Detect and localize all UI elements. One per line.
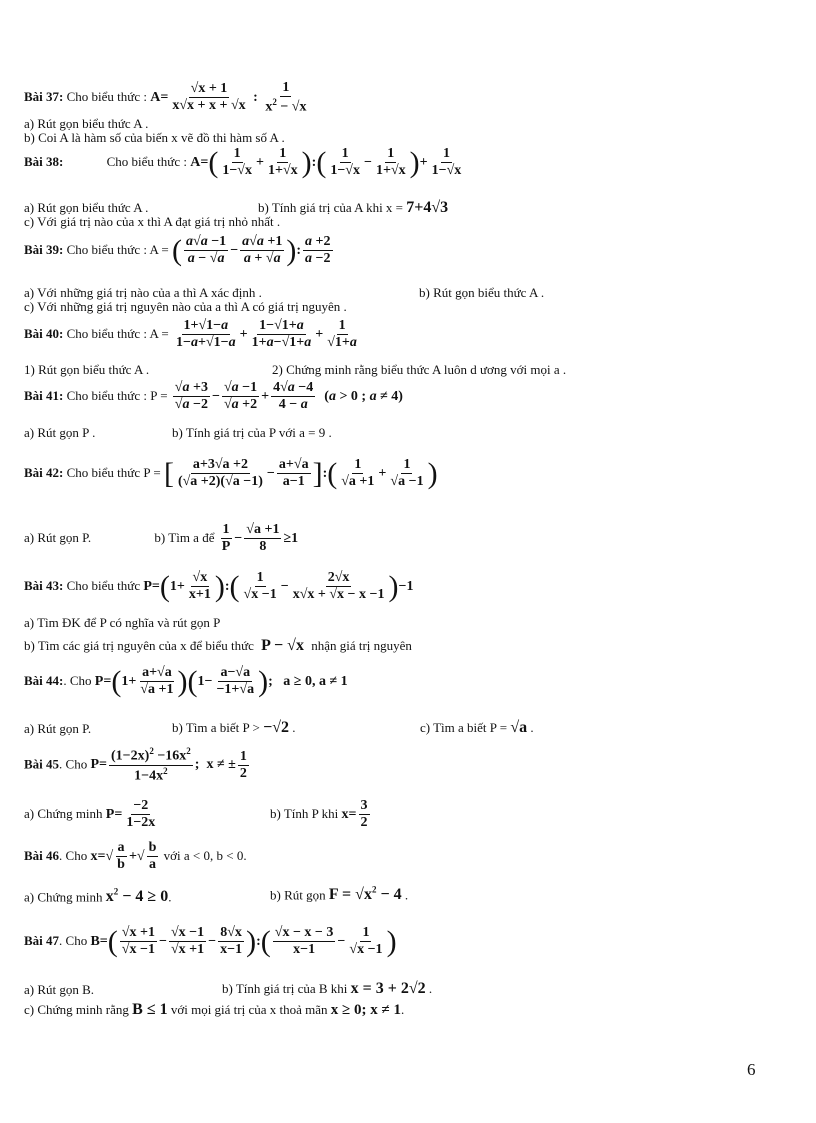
b45-part-b: b) Tính P khi — [270, 805, 339, 821]
b43-part-b2: nhận giá trị nguyên — [311, 638, 412, 653]
b47-part-a: a) Rút gọn B. — [24, 982, 95, 997]
b47-part-b-wrap: b) Tính giá trị của B khi x = 3 + 2√2 . — [222, 980, 433, 997]
b38-part-b-wrap — [258, 199, 448, 217]
b37-part-b: b) Coi A là hàm số của biến x vẽ đồ thi hàm số A . — [24, 130, 285, 145]
b45-part-b-wrap — [270, 798, 372, 831]
b37-part-a: a) Rút gọn biểu thức A . — [24, 116, 149, 131]
b42-part-a-wrap — [24, 522, 298, 555]
b44-part-b: b) Tìm a biết P > — [172, 720, 260, 735]
b41-part-a: a) Rút gọn P . — [24, 425, 96, 440]
b43-expression: P − √x — [257, 637, 308, 654]
b38-x-value: 7+4√3 — [406, 199, 449, 216]
b41-formula: $\frac{√a +3}{√a -2}$ − $\frac{√a -1}{√a +2}$ + $\frac{4√a -4}{4 - a}$ (a > 0 ; a ≠ 4) — [174, 380, 403, 413]
b47-title: Bài 47 — [24, 932, 60, 948]
b39-title: Bài 39: — [24, 241, 64, 257]
b44-part-a: a) Rút gọn P. — [24, 721, 92, 736]
b43-part-b-wrap — [24, 637, 412, 655]
b47-part-b: b) Tính giá trị của B khi — [222, 981, 348, 996]
b40-intro: Cho biểu thức : A = — [63, 325, 169, 341]
b42-intro: Cho biểu thức P = — [63, 464, 161, 480]
b43-title: Bài 43: — [24, 577, 64, 593]
b44-formula: P=(1+ $\frac{a+√a}{√a +1}$ )(1− $\frac{a-√a}{-1+√a}$ ); a ≥ 0, a ≠ 1 — [94, 664, 348, 698]
b45-title: Bài 45 — [24, 756, 60, 772]
b43-part-a: a) Tìm ĐK để P có nghĩa và rút gọn P — [24, 615, 221, 630]
b47-formula: B=( $\frac{√x +1}{√x -1}$ − $\frac{√x -1}{√x +1}$ − $\frac{8√x}{x-1}$ ):( $\frac{√x - x - 3}{x-1}$ − $\frac{1}{√x -1}$ ) — [90, 924, 397, 958]
b42-inequality: $\frac{1}{P}$ − $\frac{√a +1}{8}$ ≥1 — [221, 522, 299, 555]
b38-part-c: c) Với giá trị nào của x thì A đạt giá trị nhỏ nhất . — [24, 214, 281, 229]
b46-heading — [24, 840, 247, 873]
b38-part-b: b) Tính giá trị của A khi x = — [258, 200, 404, 215]
b39-heading — [24, 234, 335, 267]
b41-title: Bài 41: — [24, 387, 64, 403]
b45-heading — [24, 746, 251, 785]
b47-part-c-wrap: c) Chứng minh rằng B ≤ 1 với mọi giá trị của x thoả mãn x ≥ 0; x ≠ 1. — [24, 1001, 405, 1018]
b39-part-c: c) Với những giá trị nguyên nào của a thì A có giá trị nguyên . — [24, 299, 347, 314]
b39-intro: Cho biểu thức : A = — [63, 241, 169, 257]
b45-claim: P= $\frac{-2}{1-2x}$ — [105, 798, 156, 831]
b45-intro: . Cho — [59, 756, 88, 772]
b44-part-b-wrap: b) Tìm a biết P > −√2 . — [172, 719, 296, 736]
b43-part-b1: b) Tìm các giá trị nguyên của x để biểu thức — [24, 638, 254, 653]
b46-formula: x=√ $\frac{a}{b}$ +√ $\frac{b}{a}$ — [90, 840, 157, 873]
b37-heading — [24, 80, 310, 116]
b38-heading — [24, 146, 465, 179]
b43-intro: Cho biểu thức — [63, 577, 141, 593]
b38-part-a: a) Rút gọn biểu thức A . — [24, 200, 149, 215]
b42-title: Bài 42: — [24, 464, 64, 480]
b45-part-a-wrap — [24, 798, 159, 831]
b46-title: Bài 46 — [24, 847, 60, 863]
b38-title: Bài 38: — [24, 153, 64, 169]
b40-part-1: 1) Rút gọn biểu thức A . — [24, 362, 150, 377]
page-number: 6 — [747, 1060, 756, 1079]
b40-formula: $\frac{1+√1-a}{1-a+√1-a}$ + $\frac{1-√1+a}{1+a-√1+a}$ + $\frac{1}{√1+a}$ — [176, 318, 357, 351]
b40-title: Bài 40: — [24, 325, 64, 341]
b47-intro: . Cho — [59, 932, 88, 948]
b46-expression: $F = √x^2 - 4$ — [328, 885, 402, 904]
b44-part-c-wrap: c) Tìm a biết P = √a . — [420, 719, 534, 736]
b47-part-c1: c) Chứng minh rằng — [24, 1002, 129, 1017]
b47-heading — [24, 925, 397, 958]
b38-formula: A=( $\frac{1}{1-√x}$ + $\frac{1}{1+√x}$ ):( $\frac{1}{1-√x}$ − $\frac{1}{1+√x}$ )+ $\frac{1}{1-√x}$ — [190, 145, 462, 179]
b37-title: Bài 37: — [24, 89, 64, 105]
b47-x-value: x = 3 + 2√2 — [350, 980, 426, 997]
b43-formula: P=(1+ $\frac{√x}{x+1}$ ):( $\frac{1}{√x -1}$ − $\frac{2√x}{x√x + √x - x -1}$ )−1 — [143, 569, 414, 603]
b44-heading — [24, 665, 348, 698]
b46-intro: . Cho — [59, 847, 88, 863]
b47-condition: x ≥ 0; x ≠ 1 — [330, 1002, 402, 1018]
b39-part-a: a) Với những giá trị nào của a thì A xác định . — [24, 285, 262, 300]
b39-formula: ( $\frac{a√a -1}{a - √a}$ − $\frac{a√a +1}{a + √a}$ ): $\frac{a +2}{a -2}$ — [172, 233, 331, 267]
b46-part-b-wrap: b) Rút gọn $F = √x^2 - 4$ . — [270, 885, 409, 904]
b44-title: Bài 44: — [24, 672, 64, 688]
b46-part-b: b) Rút gọn — [270, 887, 326, 903]
b42-heading — [24, 457, 438, 490]
b42-part-a: a) Rút gọn P. — [24, 529, 92, 545]
b44-part-c: c) Tìm a biết P = — [420, 720, 508, 735]
b46-part-a: a) Chứng minh — [24, 889, 103, 905]
b41-heading — [24, 380, 403, 413]
b40-heading — [24, 318, 361, 351]
b40-part-2: 2) Chứng minh rằng biểu thức A luôn d ương với mọi a . — [272, 362, 567, 377]
b45-formula: P= $\frac{(1-2x)^2 -16x^2}{1-4x^2}$ ; x ≠ ± $\frac{1}{2}$ — [90, 746, 247, 784]
b43-heading — [24, 570, 413, 603]
b42-part-b: b) Tìm a để — [154, 529, 215, 545]
b42-formula: [ $\frac{a+3√a +2}{(√a +2)(√a -1)}$ − $\frac{a+√a}{a-1}$ ]:( $\frac{1}{√a +1}$ + $\frac{1}{√a -1}$ ) — [163, 456, 438, 490]
b44-intro: . Cho — [63, 672, 92, 688]
b46-claim: $x^2 - 4 \ge 0$ — [105, 887, 169, 906]
b37-intro: Cho biểu thức : — [63, 89, 147, 105]
b41-intro: Cho biểu thức : P = — [63, 387, 168, 403]
b46-condition: với a < 0, b < 0. — [163, 847, 247, 863]
b37-formula: A= $\frac{√x + 1}{x√x + x + √x}$ : $\frac{1}{x^2 - √x}$ — [150, 80, 307, 115]
b47-part-c2: với mọi giá trị của x thoả mãn — [170, 1002, 328, 1017]
b38-intro: Cho biểu thức : — [106, 153, 187, 169]
b41-part-b: b) Tính giá trị của P với a = 9 . — [172, 425, 332, 440]
b45-part-a: a) Chứng minh — [24, 805, 103, 821]
b46-part-a-wrap: a) Chứng minh $x^2 - 4 \ge 0$. — [24, 887, 172, 906]
b45-x-value: x= $\frac{3}{2}$ — [341, 798, 368, 831]
b39-part-b: b) Rút gọn biểu thức A . — [419, 285, 545, 300]
b47-claim: B ≤ 1 — [132, 1001, 168, 1018]
b44-value: √a — [510, 719, 528, 736]
b44-bound: −√2 — [263, 719, 290, 736]
